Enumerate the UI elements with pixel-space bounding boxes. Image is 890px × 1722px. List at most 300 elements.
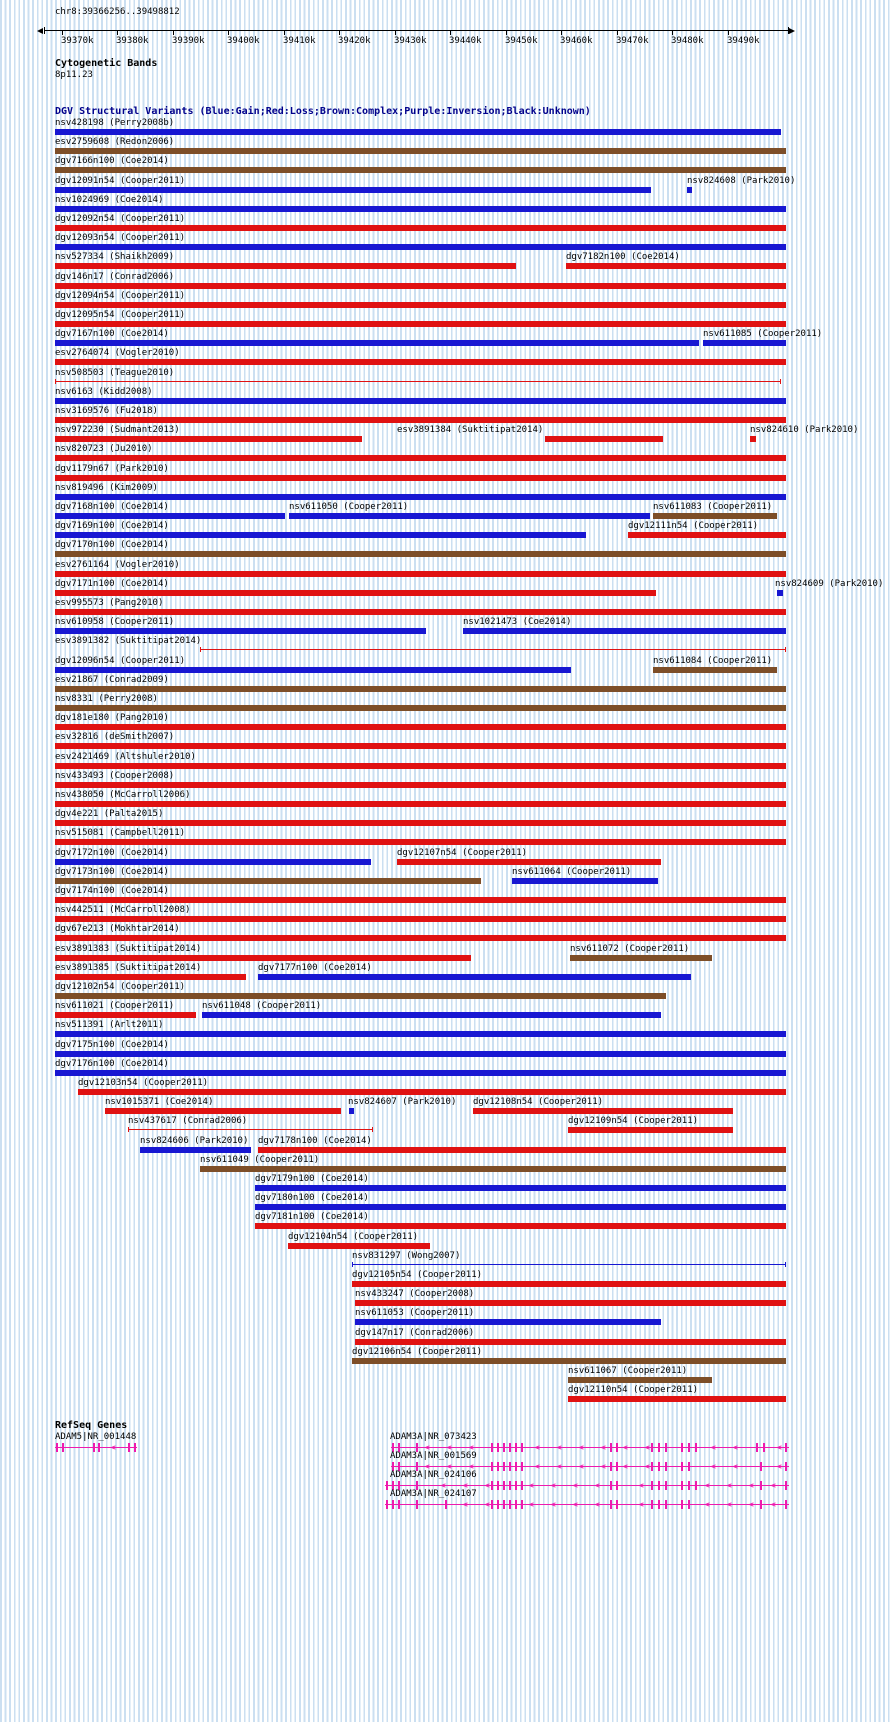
- gene-exon: [56, 1443, 58, 1452]
- gene-exon: [497, 1443, 499, 1452]
- variant-bar[interactable]: [55, 974, 246, 980]
- variant-label[interactable]: dgv12094n54 (Cooper2011): [55, 290, 186, 301]
- variant-label[interactable]: esv2761164 (Vogler2010): [55, 559, 180, 570]
- gene-exon: [785, 1462, 787, 1471]
- intron-chevron-icon: <: [463, 1481, 468, 1490]
- variant-bar[interactable]: [397, 859, 661, 865]
- variant-label[interactable]: dgv12096n54 (Cooper2011): [55, 655, 186, 666]
- variant-label[interactable]: dgv7177n100 (Coe2014): [258, 962, 372, 973]
- variant-label[interactable]: nsv611053 (Cooper2011): [355, 1308, 475, 1319]
- variant-label[interactable]: nsv824606 (Park2010): [140, 1135, 249, 1146]
- gene-exon: [503, 1500, 505, 1509]
- variant-label[interactable]: dgv7182n100 (Coe2014): [566, 252, 680, 263]
- variant-label[interactable]: dgv7179n100 (Coe2014): [255, 1174, 369, 1184]
- variant-bar[interactable]: [55, 359, 786, 365]
- variant-bar[interactable]: [78, 1089, 786, 1095]
- variant-label[interactable]: nsv3169576 (Fu2018): [55, 406, 158, 416]
- variant-bar[interactable]: [255, 1185, 786, 1191]
- gene-exon: [416, 1500, 418, 1509]
- variant-bar[interactable]: [55, 494, 786, 500]
- variant-bar[interactable]: [55, 381, 781, 382]
- variant-bar[interactable]: [355, 1319, 661, 1325]
- variant-label[interactable]: dgv146n17 (Conrad2006): [55, 271, 175, 282]
- gene-label[interactable]: ADAM3A|NR_073423: [390, 1432, 477, 1442]
- variant-label[interactable]: nsv508503 (Teague2010): [55, 367, 175, 378]
- ruler-tick: [228, 31, 229, 35]
- variant-bar[interactable]: [55, 321, 786, 327]
- variant-label[interactable]: dgv12095n54 (Cooper2011): [55, 310, 186, 320]
- gene-exon: [93, 1443, 95, 1452]
- variant-label[interactable]: dgv7171n100 (Coe2014): [55, 578, 169, 589]
- gene-exon: [651, 1481, 653, 1490]
- variant-bar[interactable]: [55, 705, 786, 711]
- variant-bar[interactable]: [55, 609, 786, 615]
- intron-chevron-icon: <: [469, 1462, 474, 1471]
- gene-label[interactable]: ADAM5|NR_001448: [55, 1432, 137, 1442]
- variant-label[interactable]: nsv611072 (Cooper2011): [570, 943, 690, 954]
- gene-exon: [445, 1500, 447, 1509]
- gene-exon: [688, 1481, 690, 1490]
- variant-bar[interactable]: [55, 897, 786, 903]
- variant-label[interactable]: nsv819496 (Kim2009): [55, 482, 158, 493]
- variant-label[interactable]: nsv611085 (Cooper2011): [703, 329, 823, 340]
- variant-label[interactable]: dgv7175n100 (Coe2014): [55, 1039, 169, 1050]
- gene-exon: [681, 1481, 683, 1490]
- variant-label[interactable]: dgv12091n54 (Cooper2011): [55, 175, 186, 186]
- variant-label[interactable]: nsv611049 (Cooper2011): [200, 1154, 320, 1165]
- intron-chevron-icon: <: [535, 1462, 540, 1471]
- variant-bar[interactable]: [570, 955, 712, 961]
- gene-exon: [491, 1443, 493, 1452]
- variant-bar-endcap: [372, 1127, 373, 1132]
- variant-bar[interactable]: [653, 667, 777, 673]
- variant-label[interactable]: dgv7180n100 (Coe2014): [255, 1193, 369, 1204]
- variant-bar[interactable]: [55, 743, 786, 749]
- variant-bar[interactable]: [200, 649, 786, 650]
- variant-bar[interactable]: [55, 475, 786, 481]
- ruler-tick: [284, 31, 285, 35]
- ruler-tick-label: 39490k: [727, 36, 760, 46]
- variant-label[interactable]: nsv972230 (Sudmant2013): [55, 425, 180, 436]
- gene-exon: [610, 1462, 612, 1471]
- variant-bar-endcap: [200, 647, 201, 652]
- intron-chevron-icon: <: [733, 1443, 738, 1452]
- gene-exon: [665, 1462, 667, 1471]
- intron-chevron-icon: <: [727, 1500, 732, 1509]
- variant-label[interactable]: dgv12103n54 (Cooper2011): [78, 1078, 209, 1088]
- gene-exon: [392, 1500, 394, 1509]
- variant-label[interactable]: nsv1021473 (Coe2014): [463, 617, 572, 628]
- variant-label[interactable]: dgv7181n100 (Coe2014): [255, 1212, 369, 1223]
- gene-model[interactable]: [385, 1500, 789, 1509]
- ruler-line: [44, 30, 788, 31]
- variant-bar[interactable]: [55, 993, 666, 999]
- intron-chevron-icon: <: [645, 1462, 650, 1471]
- variant-label[interactable]: dgv12107n54 (Cooper2011): [397, 847, 528, 858]
- variant-label[interactable]: nsv433247 (Cooper2008): [355, 1289, 475, 1300]
- variant-bar[interactable]: [55, 1070, 786, 1076]
- variant-bar[interactable]: [55, 801, 786, 807]
- gene-exon: [756, 1443, 758, 1452]
- ruler-tick-label: 39470k: [616, 36, 649, 46]
- gene-exon: [134, 1443, 136, 1452]
- variant-bar[interactable]: [55, 1031, 786, 1037]
- variant-label[interactable]: dgv67e213 (Mokhtar2014): [55, 924, 180, 935]
- variant-label[interactable]: esv3891382 (Suktitipat2014): [55, 636, 202, 647]
- variant-bar[interactable]: [55, 225, 786, 231]
- ruler-tick-label: 39450k: [505, 36, 538, 46]
- intron-chevron-icon: <: [595, 1481, 600, 1490]
- variant-label[interactable]: dgv7166n100 (Coe2014): [55, 156, 169, 167]
- variant-label[interactable]: esv2759608 (Redon2006): [55, 137, 175, 148]
- variant-bar-endcap: [128, 1127, 129, 1132]
- variant-bar[interactable]: [258, 974, 691, 980]
- variant-bar[interactable]: [55, 1012, 196, 1018]
- ruler-tick: [173, 31, 174, 35]
- gene-exon: [665, 1443, 667, 1452]
- variant-label[interactable]: nsv611083 (Cooper2011): [653, 502, 773, 512]
- intron-chevron-icon: <: [485, 1500, 490, 1509]
- variant-label[interactable]: nsv824609 (Park2010): [775, 578, 884, 589]
- variant-label[interactable]: nsv831297 (Wong2007): [352, 1250, 461, 1261]
- gene-exon: [98, 1443, 100, 1452]
- variant-bar-endcap: [780, 379, 781, 384]
- variant-bar-endcap: [55, 379, 56, 384]
- variant-bar[interactable]: [568, 1396, 786, 1402]
- variant-label[interactable]: dgv7168n100 (Coe2014): [55, 502, 169, 512]
- gene-exon: [688, 1443, 690, 1452]
- variant-bar[interactable]: [55, 398, 786, 404]
- variant-label[interactable]: nsv611084 (Cooper2011): [653, 655, 773, 666]
- variant-bar[interactable]: [55, 417, 786, 423]
- gene-exon: [651, 1443, 653, 1452]
- variant-label[interactable]: esv2764074 (Vogler2010): [55, 348, 180, 359]
- cytobands-section-title: Cytogenetic Bands: [55, 58, 158, 69]
- variant-label[interactable]: nsv611021 (Cooper2011): [55, 1001, 175, 1012]
- variant-bar[interactable]: [55, 244, 786, 250]
- variant-label[interactable]: esv21867 (Conrad2009): [55, 674, 169, 685]
- intron-chevron-icon: <: [535, 1443, 540, 1452]
- gene-exon: [681, 1443, 683, 1452]
- variant-label[interactable]: nsv824610 (Park2010): [750, 425, 859, 436]
- variant-bar[interactable]: [55, 763, 786, 769]
- variant-bar[interactable]: [55, 590, 656, 596]
- gene-exon: [128, 1443, 130, 1452]
- gene-label[interactable]: ADAM3A|NR_001569: [390, 1451, 477, 1461]
- variant-bar[interactable]: [55, 551, 786, 557]
- variant-bar[interactable]: [352, 1358, 786, 1364]
- variant-bar[interactable]: [545, 436, 663, 442]
- ruler-end-bound: [788, 27, 789, 34]
- variant-bar[interactable]: [55, 686, 786, 692]
- variant-bar[interactable]: [55, 571, 786, 577]
- variant-label[interactable]: nsv1015371 (Coe2014): [105, 1097, 214, 1108]
- ruler-tick: [117, 31, 118, 35]
- ruler-start-bound: [44, 27, 45, 34]
- intron-chevron-icon: <: [727, 1481, 732, 1490]
- intron-chevron-icon: <: [573, 1481, 578, 1490]
- variant-bar[interactable]: [628, 532, 786, 538]
- variant-label[interactable]: dgv12093n54 (Cooper2011): [55, 233, 186, 244]
- variant-label[interactable]: dgv7169n100 (Coe2014): [55, 521, 169, 532]
- variant-label[interactable]: nsv820723 (Ju2010): [55, 444, 153, 455]
- ruler-tick-label: 39370k: [61, 36, 94, 46]
- variant-label[interactable]: nsv511391 (Arlt2011): [55, 1020, 164, 1031]
- variant-label[interactable]: nsv611067 (Cooper2011): [568, 1366, 688, 1376]
- ruler-tick-label: 39480k: [671, 36, 704, 46]
- variant-bar[interactable]: [473, 1108, 733, 1114]
- ruler-tick-label: 39460k: [560, 36, 593, 46]
- variant-label[interactable]: nsv1024969 (Coe2014): [55, 194, 164, 205]
- intron-chevron-icon: <: [711, 1462, 716, 1471]
- ruler-right-arrow-icon: [789, 28, 795, 34]
- variant-label[interactable]: nsv824607 (Park2010): [348, 1097, 457, 1108]
- gene-label[interactable]: ADAM3A|NR_024106: [390, 1470, 477, 1480]
- gene-exon: [658, 1481, 660, 1490]
- ruler-tick-label: 39440k: [449, 36, 482, 46]
- variant-bar[interactable]: [255, 1204, 786, 1210]
- gene-exon: [610, 1481, 612, 1490]
- variant-label[interactable]: dgv12110n54 (Cooper2011): [568, 1385, 699, 1396]
- intron-chevron-icon: <: [425, 1462, 430, 1471]
- intron-chevron-icon: <: [749, 1500, 754, 1509]
- variant-label[interactable]: dgv4e221 (Palta2015): [55, 809, 164, 820]
- ruler-tick: [672, 31, 673, 35]
- variant-bar[interactable]: [463, 628, 786, 634]
- variant-bar[interactable]: [55, 935, 786, 941]
- variant-bar[interactable]: [750, 436, 756, 442]
- variant-bar[interactable]: [55, 1051, 786, 1057]
- gene-exon: [616, 1462, 618, 1471]
- variant-bar[interactable]: [200, 1166, 786, 1172]
- gene-exon: [509, 1462, 511, 1471]
- variant-bar-endcap: [785, 647, 786, 652]
- variant-bar[interactable]: [55, 859, 371, 865]
- variant-bar[interactable]: [140, 1147, 251, 1153]
- variant-bar[interactable]: [355, 1300, 786, 1306]
- gene-exon: [503, 1462, 505, 1471]
- gene-exon: [665, 1481, 667, 1490]
- gene-exon: [681, 1462, 683, 1471]
- variant-bar[interactable]: [352, 1281, 786, 1287]
- variant-bar[interactable]: [349, 1108, 354, 1114]
- variant-bar[interactable]: [568, 1377, 712, 1383]
- gene-exon: [651, 1500, 653, 1509]
- gene-exon: [386, 1481, 388, 1490]
- variant-label[interactable]: dgv7176n100 (Coe2014): [55, 1058, 169, 1069]
- variant-bar[interactable]: [55, 302, 786, 308]
- variant-bar[interactable]: [512, 878, 658, 884]
- gene-exon: [658, 1500, 660, 1509]
- gene-exon: [515, 1462, 517, 1471]
- variant-bar[interactable]: [55, 436, 362, 442]
- intron-chevron-icon: <: [711, 1443, 716, 1452]
- variant-label[interactable]: esv2421469 (Altshuler2010): [55, 751, 196, 762]
- gene-exon: [497, 1500, 499, 1509]
- variant-label[interactable]: nsv610958 (Cooper2011): [55, 617, 175, 628]
- variant-bar[interactable]: [289, 513, 650, 519]
- intron-chevron-icon: <: [579, 1443, 584, 1452]
- variant-label[interactable]: nsv437617 (Conrad2006): [128, 1116, 248, 1127]
- variant-label[interactable]: nsv527334 (Shaikh2009): [55, 252, 175, 263]
- variant-bar[interactable]: [55, 187, 651, 193]
- gene-exon: [785, 1500, 787, 1509]
- ruler-tick: [339, 31, 340, 35]
- variant-bar[interactable]: [55, 839, 786, 845]
- intron-chevron-icon: <: [447, 1462, 452, 1471]
- variant-bar[interactable]: [777, 590, 783, 596]
- variant-label[interactable]: dgv1179n67 (Park2010): [55, 463, 169, 474]
- variant-label[interactable]: dgv12092n54 (Cooper2011): [55, 214, 186, 224]
- cytoband-name: 8p11.23: [55, 70, 93, 80]
- variant-bar[interactable]: [202, 1012, 661, 1018]
- gene-exon: [497, 1462, 499, 1471]
- gene-intron-line: [55, 1447, 137, 1448]
- variant-label[interactable]: nsv8331 (Perry2008): [55, 694, 158, 704]
- variant-label[interactable]: dgv7167n100 (Coe2014): [55, 329, 169, 340]
- intron-chevron-icon: <: [777, 1443, 782, 1452]
- variant-bar[interactable]: [55, 782, 786, 788]
- variant-bar[interactable]: [55, 878, 481, 884]
- variant-label[interactable]: nsv824608 (Park2010): [687, 175, 796, 186]
- variant-label[interactable]: nsv438050 (McCarroll2006): [55, 790, 191, 800]
- gene-exon: [515, 1443, 517, 1452]
- gene-exon: [491, 1481, 493, 1490]
- gene-exon: [521, 1462, 523, 1471]
- variant-label[interactable]: esv3891384 (Suktitipat2014): [397, 425, 544, 436]
- gene-exon: [651, 1462, 653, 1471]
- variant-bar[interactable]: [55, 340, 699, 346]
- variant-label[interactable]: dgv12109n54 (Cooper2011): [568, 1116, 699, 1127]
- variant-label[interactable]: dgv181e180 (Pang2010): [55, 713, 169, 724]
- gene-exon: [760, 1462, 762, 1471]
- gene-exon: [695, 1443, 697, 1452]
- variant-bar[interactable]: [703, 340, 786, 346]
- variant-bar[interactable]: [55, 455, 786, 461]
- variant-bar[interactable]: [128, 1129, 373, 1130]
- gene-exon: [688, 1500, 690, 1509]
- gene-exon: [497, 1481, 499, 1490]
- variant-bar[interactable]: [55, 148, 786, 154]
- intron-chevron-icon: <: [529, 1481, 534, 1490]
- ruler-left-arrow-icon: [37, 28, 43, 34]
- variant-label[interactable]: nsv611048 (Cooper2011): [202, 1001, 322, 1012]
- gene-exon: [503, 1481, 505, 1490]
- intron-chevron-icon: <: [441, 1481, 446, 1490]
- gene-exon: [681, 1500, 683, 1509]
- variant-label[interactable]: esv32816 (deSmith2007): [55, 732, 175, 743]
- gene-exon: [509, 1443, 511, 1452]
- variant-label[interactable]: nsv428198 (Perry2008b): [55, 118, 175, 128]
- gene-exon: [521, 1500, 523, 1509]
- variant-bar[interactable]: [55, 667, 571, 673]
- intron-chevron-icon: <: [645, 1443, 650, 1452]
- gene-label[interactable]: ADAM3A|NR_024107: [390, 1489, 477, 1499]
- intron-chevron-icon: <: [771, 1481, 776, 1490]
- variant-label[interactable]: nsv6163 (Kidd2008): [55, 386, 153, 397]
- gene-exon: [658, 1462, 660, 1471]
- variant-bar[interactable]: [566, 263, 786, 269]
- gene-exon: [515, 1481, 517, 1490]
- variant-bar[interactable]: [55, 263, 516, 269]
- variant-label[interactable]: esv3891383 (Suktitipat2014): [55, 943, 202, 954]
- variant-label[interactable]: nsv611050 (Cooper2011): [289, 502, 409, 512]
- variant-label[interactable]: dgv7172n100 (Coe2014): [55, 847, 169, 858]
- variant-bar[interactable]: [288, 1243, 430, 1249]
- variant-label[interactable]: nsv433493 (Cooper2008): [55, 770, 175, 781]
- variant-label[interactable]: dgv12104n54 (Cooper2011): [288, 1231, 419, 1242]
- variant-bar[interactable]: [55, 532, 586, 538]
- gene-exon: [610, 1500, 612, 1509]
- variant-bar[interactable]: [55, 724, 786, 730]
- variant-label[interactable]: dgv12111n54 (Cooper2011): [628, 521, 759, 532]
- intron-chevron-icon: <: [463, 1500, 468, 1509]
- variant-label[interactable]: dgv12106n54 (Cooper2011): [352, 1346, 483, 1357]
- intron-chevron-icon: <: [623, 1462, 628, 1471]
- variant-bar[interactable]: [255, 1223, 786, 1229]
- variant-bar[interactable]: [55, 628, 426, 634]
- variant-label[interactable]: dgv7178n100 (Coe2014): [258, 1135, 372, 1146]
- variant-label[interactable]: nsv442511 (McCarroll2008): [55, 905, 191, 916]
- variant-bar[interactable]: [55, 129, 781, 135]
- gene-model[interactable]: [55, 1443, 137, 1452]
- variant-bar[interactable]: [355, 1339, 786, 1345]
- intron-chevron-icon: <: [551, 1481, 556, 1490]
- gene-exon: [785, 1481, 787, 1490]
- dgv-section-title: DGV Structural Variants (Blue:Gain;Red:Loss;Brown:Complex;Purple:Inversion;Black:Unknown): [55, 106, 591, 117]
- variant-label[interactable]: nsv515081 (Campbell2011): [55, 828, 186, 839]
- variant-bar[interactable]: [568, 1127, 733, 1133]
- variant-bar[interactable]: [55, 283, 786, 289]
- intron-chevron-icon: <: [705, 1481, 710, 1490]
- variant-label[interactable]: dgv7170n100 (Coe2014): [55, 540, 169, 551]
- variant-label[interactable]: dgv12105n54 (Cooper2011): [352, 1270, 483, 1280]
- variant-bar[interactable]: [352, 1264, 786, 1265]
- variant-bar[interactable]: [653, 513, 777, 519]
- variant-bar[interactable]: [55, 206, 786, 212]
- variant-label[interactable]: dgv12108n54 (Cooper2011): [473, 1097, 604, 1108]
- gene-exon: [616, 1443, 618, 1452]
- variant-bar-endcap: [352, 1262, 353, 1267]
- intron-chevron-icon: <: [771, 1500, 776, 1509]
- variant-bar-endcap: [785, 1262, 786, 1267]
- gene-exon: [491, 1462, 493, 1471]
- intron-chevron-icon: <: [639, 1500, 644, 1509]
- intron-chevron-icon: <: [579, 1462, 584, 1471]
- variant-label[interactable]: esv3891385 (Suktitipat2014): [55, 962, 202, 973]
- variant-bar[interactable]: [105, 1108, 341, 1114]
- gene-exon: [658, 1443, 660, 1452]
- variant-bar[interactable]: [687, 187, 692, 193]
- variant-bar[interactable]: [55, 513, 285, 519]
- variant-bar[interactable]: [55, 820, 786, 826]
- variant-bar[interactable]: [258, 1147, 786, 1153]
- intron-chevron-icon: <: [485, 1481, 490, 1490]
- intron-chevron-icon: <: [749, 1481, 754, 1490]
- variant-label[interactable]: dgv7173n100 (Coe2014): [55, 866, 169, 877]
- gene-exon: [785, 1443, 787, 1452]
- variant-label[interactable]: dgv147n17 (Conrad2006): [355, 1327, 475, 1338]
- variant-label[interactable]: nsv611064 (Cooper2011): [512, 866, 632, 877]
- variant-bar[interactable]: [55, 916, 786, 922]
- variant-label[interactable]: dgv12102n54 (Cooper2011): [55, 982, 186, 992]
- variant-bar[interactable]: [55, 167, 786, 173]
- intron-chevron-icon: <: [573, 1500, 578, 1509]
- variant-label[interactable]: esv995573 (Pang2010): [55, 598, 164, 608]
- variant-label[interactable]: dgv7174n100 (Coe2014): [55, 886, 169, 896]
- variant-bar[interactable]: [55, 955, 471, 961]
- gene-exon: [616, 1500, 618, 1509]
